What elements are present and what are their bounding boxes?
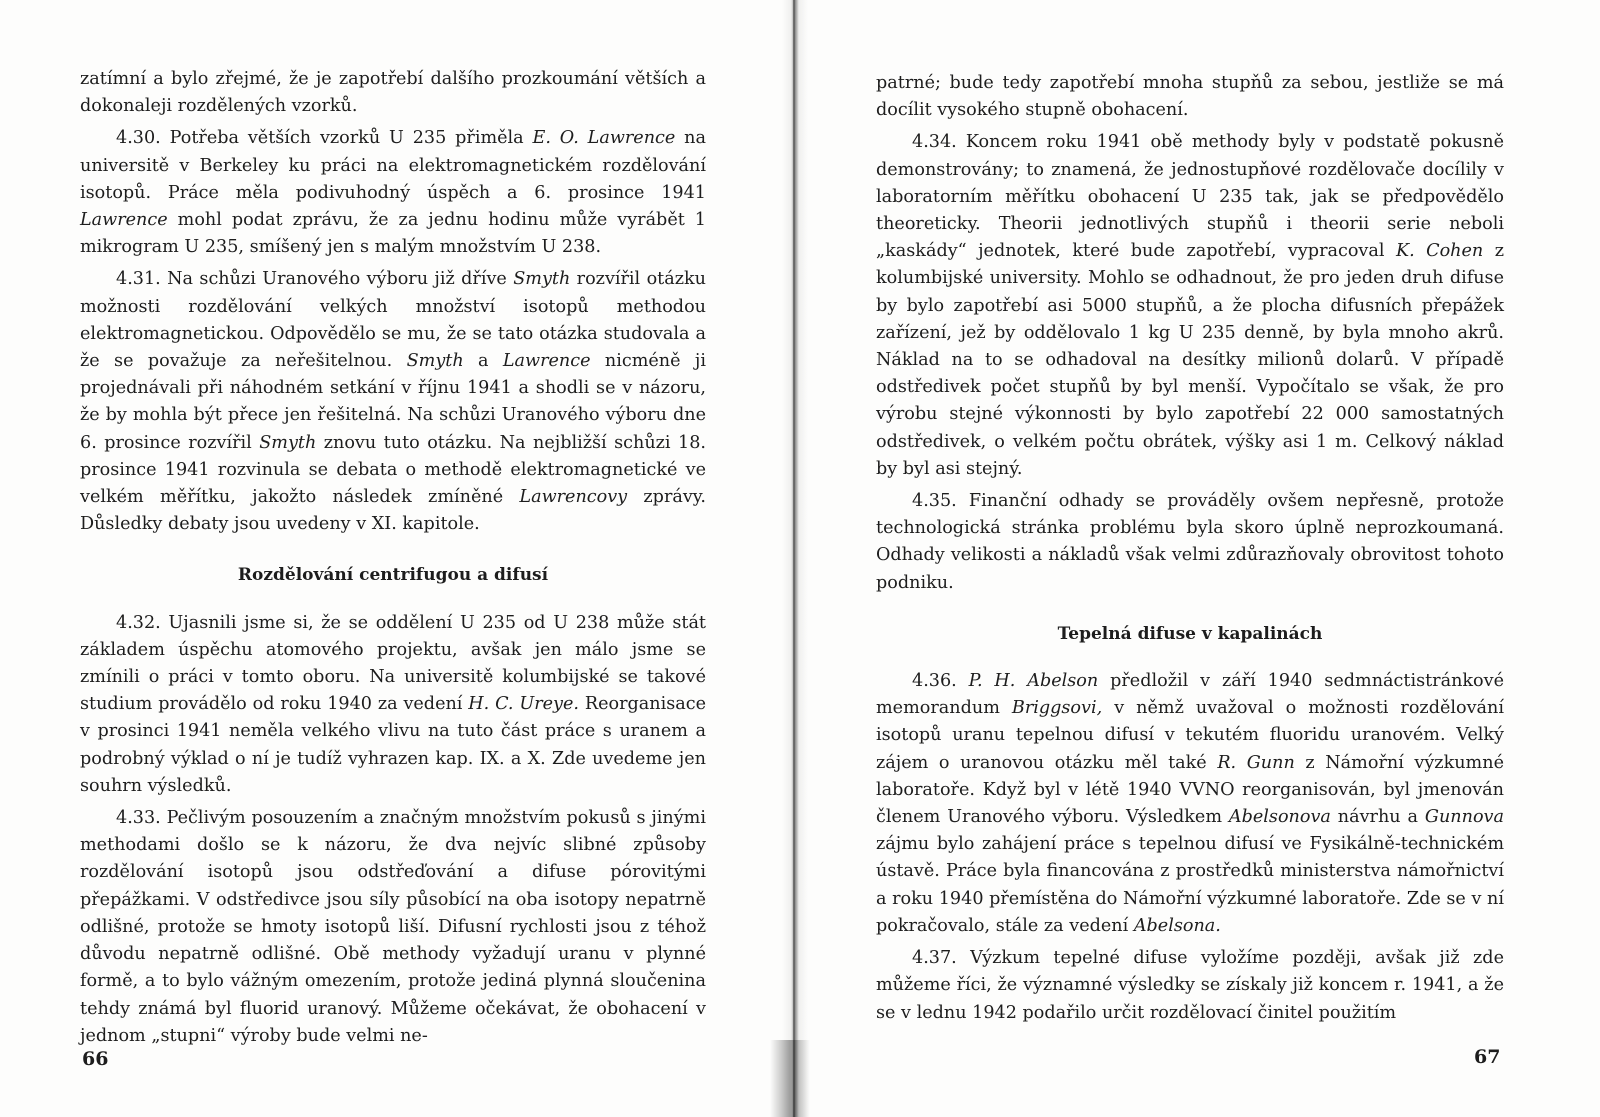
paragraph-4-37: 4.37. Výzkum tepelné difuse vyložíme později, avšak již zde můžeme říci, že významné výsledky se získaly již koncem r. 1941, a že se v lednu 1942 podařilo určit rozdělovací činitel použitím [876, 948, 1504, 1023]
paragraph-4-30: 4.30. Potřeba větších vzorků U 235 přiměla E. O. Lawrence na universitě v Berkeley ku práci na elektromagnetickém rozdělování isotopů. Práce měla podivuhodný úspěch a 6. prosince 1941 Lawrence mohl podat zprávu, že za jednu hodinu může vyrábět 1 mikrogram U 235, smíšený jen s malým množstvím U 238. [80, 128, 706, 258]
page-number: 66 [82, 1048, 109, 1070]
section-heading: Rozdělování centrifugou a difusí [237, 565, 549, 586]
person-name: Lawrence [80, 210, 168, 231]
right-page-text [876, 70, 1504, 1032]
person-name: Gunnova [1424, 807, 1504, 828]
left-page-text [80, 66, 706, 1055]
person-name: Briggsovi, [1011, 698, 1103, 719]
paragraph-4-36: 4.36. P. H. Abelson předložil v září 1940 sedmnáctistránkové memorandum Briggsovi, v němž uvažoval o možnosti rozdělování isotopů uranu tepelnou difusí v tekutém fluoridu uranovém. Velký zájem o uranovou otázku měl také R. Gunn z Námořní výzkumné laboratoře. Když byl v létě 1940 VVNO reorganisován, byl jmenován členem Uranového výboru. Výsledkem Abelsonova návrhu a Gunnova zájmu bylo zahájení práce s tepelnou difusí ve Fysikálně-technickém ústavě. Práce byla financována z prostředků ministerstva námořnictví a roku 1940 přemístěna do Námořní výzkumné laboratoře. Zde se v ní pokračovalo, stále za vedení Abelsona. [876, 671, 1505, 936]
page-number: 67 [1474, 1046, 1501, 1068]
person-name: H. C. Ureye. [468, 694, 579, 715]
person-name: K. Cohen [1395, 241, 1484, 262]
section-heading: Tepelná difuse v kapalinách [1057, 623, 1323, 644]
paragraph-4-34: 4.34. Koncem roku 1941 obě methody byly v podstatě pokusně demonstrovány; to znamená, že jednostupňové rozdělovače docílily v laboratorním měřítku obohacení U 235 tak, jak se předpovědělo theoreticky. Theorii jednotlivých stupňů i theorii serie neboli „kaskády“ jednotek, které bude zapotřebí, vypracoval K. Cohen z kolumbijské university. Mohlo se odhadnout, že pro jeden druh difuse by bylo zapotřebí asi 5000 stupňů, a že plocha difusních přepážek zařízení, jež by oddělovalo 1 kg U 235 denně, by byla mnoho akrů. Náklad na to se odhadoval na desítky milionů dolarů. V případě odstředivek počet stupňů by byl menší. Vypočítalo se však, že pro výrobu stejné výkonnosti by bylo zapotřebí 22 000 samostatných odstředivek, o velkém počtu obrátek, výšky asi 1 m. Celkový náklad by byl asi stejný. [876, 132, 1504, 479]
person-name: R. Gunn [1217, 752, 1295, 773]
paragraph-continued: patrné; bude tedy zapotřebí mnoha stupňů za sebou, jestliže se má docílit vysokého stupně obohacení. [876, 73, 1504, 121]
person-name: Smyth [259, 432, 317, 453]
person-name: E. O. Lawrence [532, 128, 676, 149]
paragraph-continued: zatímní a bylo zřejmé, že je zapotřebí dalšího prozkoumání větších a dokonaleji rozdělených vzorků. [80, 69, 706, 117]
paragraph-4-31: 4.31. Na schůzi Uranového výboru již dříve Smyth rozvířil otázku možnosti rozdělování velkých množství isotopů methodou elektromagnetickou. Odpovědělo se mu, že se tato otázka studovala a že se považuje za neřešitelnou. Smyth a Lawrence nicméně ji projednávali při náhodném setkání v říjnu 1941 a shodli se v názoru, že by mohla být přece jen řešitelná. Na schůzi Uranového výboru dne 6. prosince rozvířil Smyth znovu tuto otázku. Na nejbližší schůzi 18. prosince 1941 rozvinula se debata o methodě elektromagnetické ve velkém měřítku, jakožto následek zmíněné Lawrencovy zprávy. Důsledky debaty jsou uvedeny v XI. kapitole. [80, 269, 706, 535]
paragraph-4-32: 4.32. Ujasnili jsme si, že se oddělení U 235 od U 238 může stát základem úspěchu atomového projektu, avšak jen málo jsme se zmínili o práci v tomto oboru. Na universitě kolumbijské se takové studium provádělo od roku 1940 za vedení H. C. Ureye. Reorganisace v prosinci 1941 neměla velkého vlivu na tuto část práce s uranem a podrobný výklad o ní je tudíž vyhrazen kap. IX. a X. Zde uvedeme jen souhrn výsledků. [80, 612, 706, 796]
paragraph-4-33: 4.33. Pečlivým posouzením a značným množstvím pokusů s jinými methodami došlo se k názoru, že dva nejvíc slibné způsoby rozdělování isotopů jsou odstřeďování a difuse pórovitými přepážkami. V odstředivce jsou síly působící na oba isotopy nepatrně odlišné, protože se hmoty isotopů liší. Difusní rychlosti jsou z téhož důvodu nepatrně odlišné. Obě methody vyžadují uranu v plynné formě, a to bylo vážným omezením, protože jediná plynná sloučenina tehdy známá byl fluorid uranový. Můžeme očekávat, že obohacení v jednom „stupni“ výroby bude velmi ne- [80, 808, 706, 1046]
person-name: Smyth [513, 269, 571, 290]
person-name: Smyth [406, 351, 464, 372]
book-spine-line [793, 0, 795, 1117]
person-name: Lawrencovy [519, 487, 628, 508]
person-name: Abelsona. [1133, 915, 1221, 936]
paragraph-4-35: 4.35. Finanční odhady se prováděly ovšem nepřesně, protože technologická stránka problému byla skoro úplně neprozkoumaná. Odhady velikosti a nákladů však velmi zdůrazňovaly obrovitost tohoto podniku. [876, 491, 1504, 593]
person-name: Lawrence [502, 351, 591, 372]
left-page [0, 0, 790, 1117]
person-name: P. H. Abelson [968, 671, 1099, 692]
person-name: Abelsonova [1228, 807, 1331, 828]
